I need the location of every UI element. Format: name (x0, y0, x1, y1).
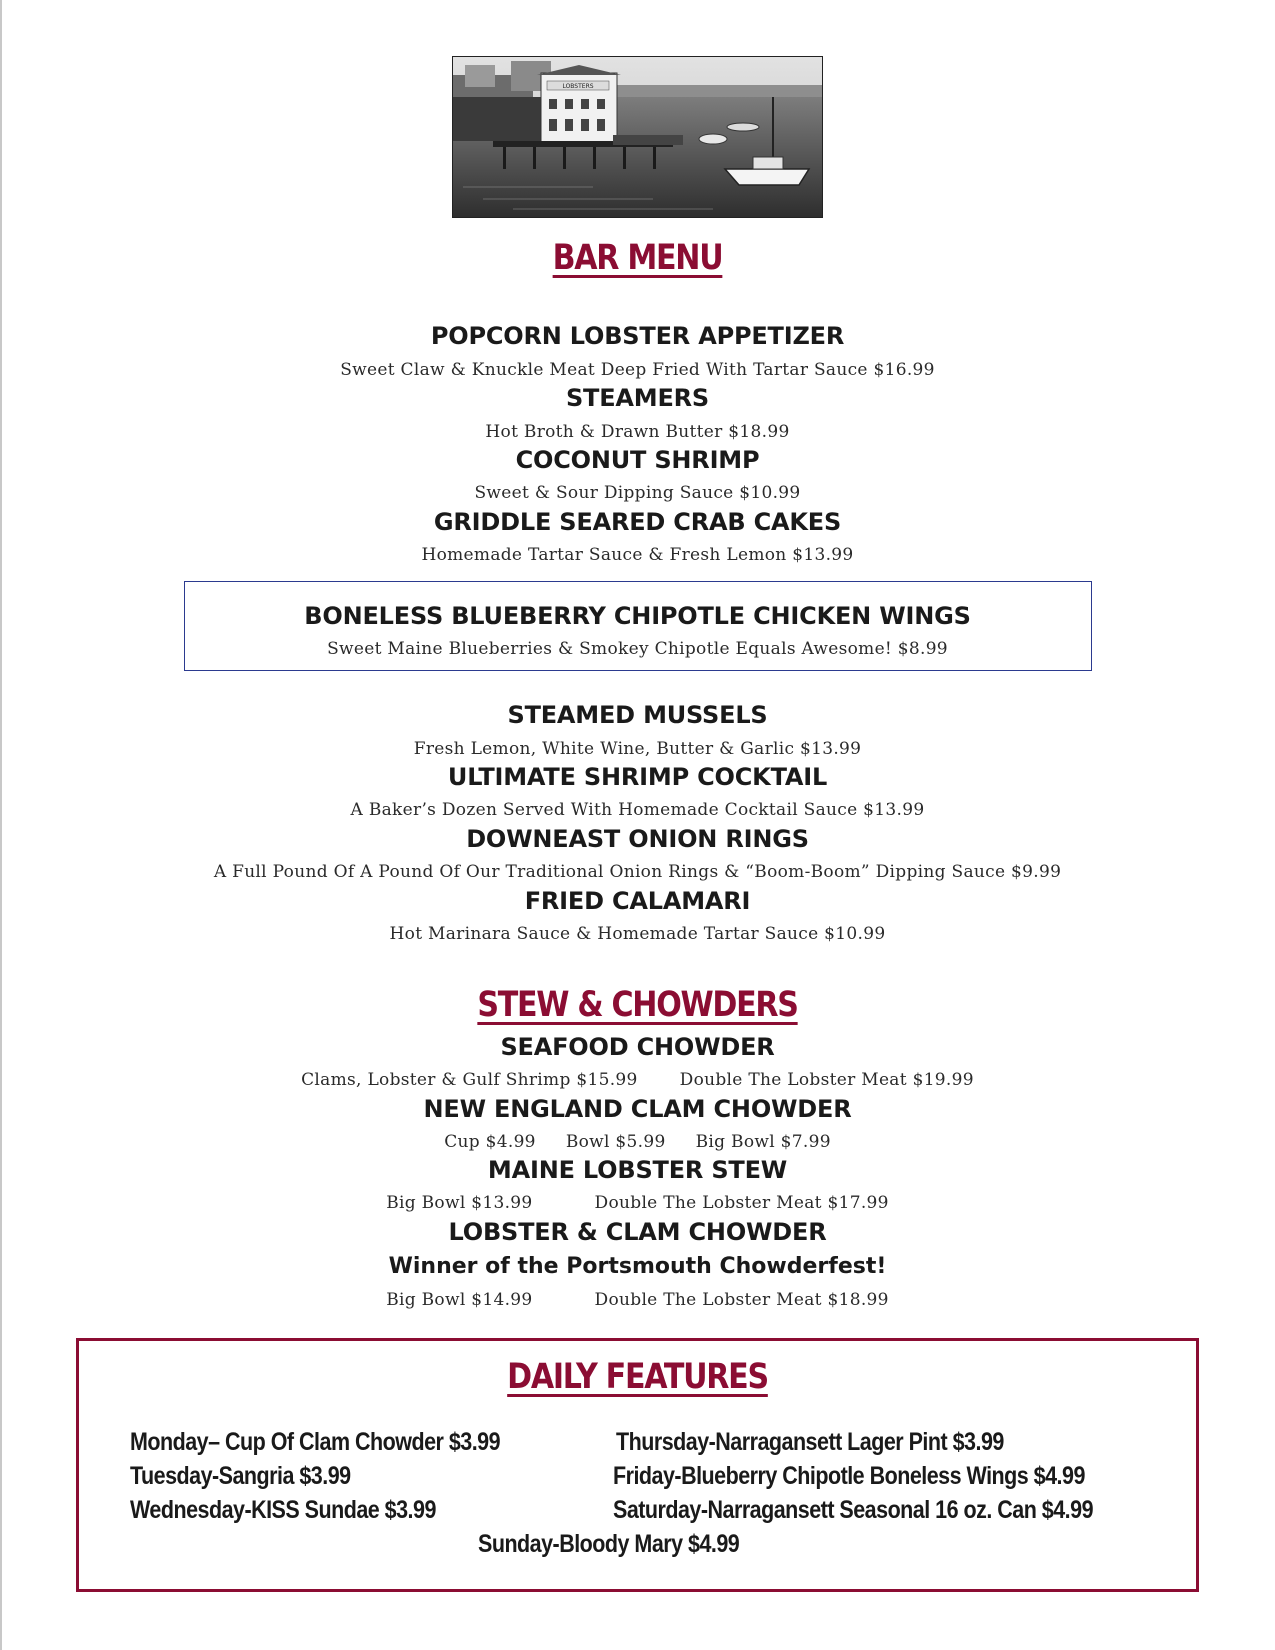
option-stew-big-bowl: Big Bowl $13.99 (386, 1193, 533, 1213)
feature-tuesday: Tuesday-Sangria $3.99 (130, 1462, 351, 1490)
harbor-photo (452, 56, 823, 218)
bar-menu-title: BAR MENU (552, 238, 723, 278)
chowders-title: STEW & CHOWDERS (477, 985, 798, 1025)
option-clam-big-bowl: Big Bowl $7.99 (695, 1132, 831, 1152)
feature-monday: Monday– Cup Of Clam Chowder $3.99 (130, 1428, 501, 1456)
item-name-clam-chowder: NEW ENGLAND CLAM CHOWDER (423, 1095, 852, 1123)
item-name-shrimp-cocktail: ULTIMATE SHRIMP COCKTAIL (447, 763, 828, 791)
item-name-coconut-shrimp: COCONUT SHRIMP (515, 446, 760, 474)
item-name-lobster-stew: MAINE LOBSTER STEW (487, 1156, 788, 1184)
item-name-onion-rings: DOWNEAST ONION RINGS (466, 825, 809, 853)
item-name-seafood-chowder: SEAFOOD CHOWDER (500, 1033, 775, 1061)
harbor-photo-drawing (453, 57, 822, 217)
item-name-blueberry-wings: BONELESS BLUEBERRY CHIPOTLE CHICKEN WINGS (304, 602, 971, 630)
item-desc-steamers: Hot Broth & Drawn Butter $18.99 (485, 422, 790, 442)
item-desc-coconut-shrimp: Sweet & Sour Dipping Sauce $10.99 (474, 483, 801, 503)
item-options-lobster-clam-chowder (0, 1290, 1275, 1310)
item-name-steamed-mussels: STEAMED MUSSELS (507, 701, 768, 729)
photo-sign-text: LOBSTERS (562, 83, 594, 90)
item-desc-popcorn-lobster: Sweet Claw & Knuckle Meat Deep Fried With Tartar Sauce $16.99 (340, 360, 935, 380)
feature-thursday: Thursday-Narragansett Lager Pint $3.99 (616, 1428, 1004, 1456)
item-name-fried-calamari: FRIED CALAMARI (524, 887, 751, 915)
item-options-seafood-chowder (0, 1070, 1275, 1090)
item-desc-crab-cakes: Homemade Tartar Sauce & Fresh Lemon $13.99 (421, 545, 854, 565)
item-desc-shrimp-cocktail: A Baker’s Dozen Served With Homemade Cocktail Sauce $13.99 (350, 800, 925, 820)
daily-features-title: DAILY FEATURES (507, 1357, 768, 1397)
feature-wednesday: Wednesday-KISS Sundae $3.99 (130, 1496, 436, 1524)
item-name-popcorn-lobster: POPCORN LOBSTER APPETIZER (430, 322, 845, 350)
item-desc-blueberry-wings: Sweet Maine Blueberries & Smokey Chipotle Equals Awesome! $8.99 (327, 639, 948, 659)
item-name-crab-cakes: GRIDDLE SEARED CRAB CAKES (433, 508, 842, 536)
feature-friday: Friday-Blueberry Chipotle Boneless Wings $4.99 (613, 1462, 1085, 1490)
option-lc-big-bowl: Big Bowl $14.99 (386, 1290, 533, 1310)
option-clam-bowl: Bowl $5.99 (565, 1132, 666, 1152)
item-desc-fried-calamari: Hot Marinara Sauce & Homemade Tartar Sauce $10.99 (389, 924, 886, 944)
item-desc-steamed-mussels: Fresh Lemon, White Wine, Butter & Garlic $13.99 (413, 739, 862, 759)
item-options-lobster-stew (0, 1193, 1275, 1213)
item-name-steamers: STEAMERS (565, 384, 710, 412)
option-stew-double: Double The Lobster Meat $17.99 (594, 1193, 889, 1213)
feature-saturday: Saturday-Narragansett Seasonal 16 oz. Can $4.99 (613, 1496, 1094, 1524)
item-options-clam-chowder (0, 1132, 1275, 1152)
item-desc-onion-rings: A Full Pound Of A Pound Of Our Traditional Onion Rings & “Boom-Boom” Dipping Sauce $9.99 (213, 862, 1062, 882)
chowderfest-tagline: Winner of the Portsmouth Chowderfest! (388, 1254, 887, 1279)
option-seafood-regular: Clams, Lobster & Gulf Shrimp $15.99 (301, 1070, 638, 1090)
option-lc-double: Double The Lobster Meat $18.99 (594, 1290, 889, 1310)
option-clam-cup: Cup $4.99 (444, 1132, 536, 1152)
feature-sunday: Sunday-Bloody Mary $4.99 (478, 1530, 740, 1558)
item-name-lobster-clam-chowder: LOBSTER & CLAM CHOWDER (448, 1218, 827, 1246)
option-seafood-double: Double The Lobster Meat $19.99 (679, 1070, 974, 1090)
